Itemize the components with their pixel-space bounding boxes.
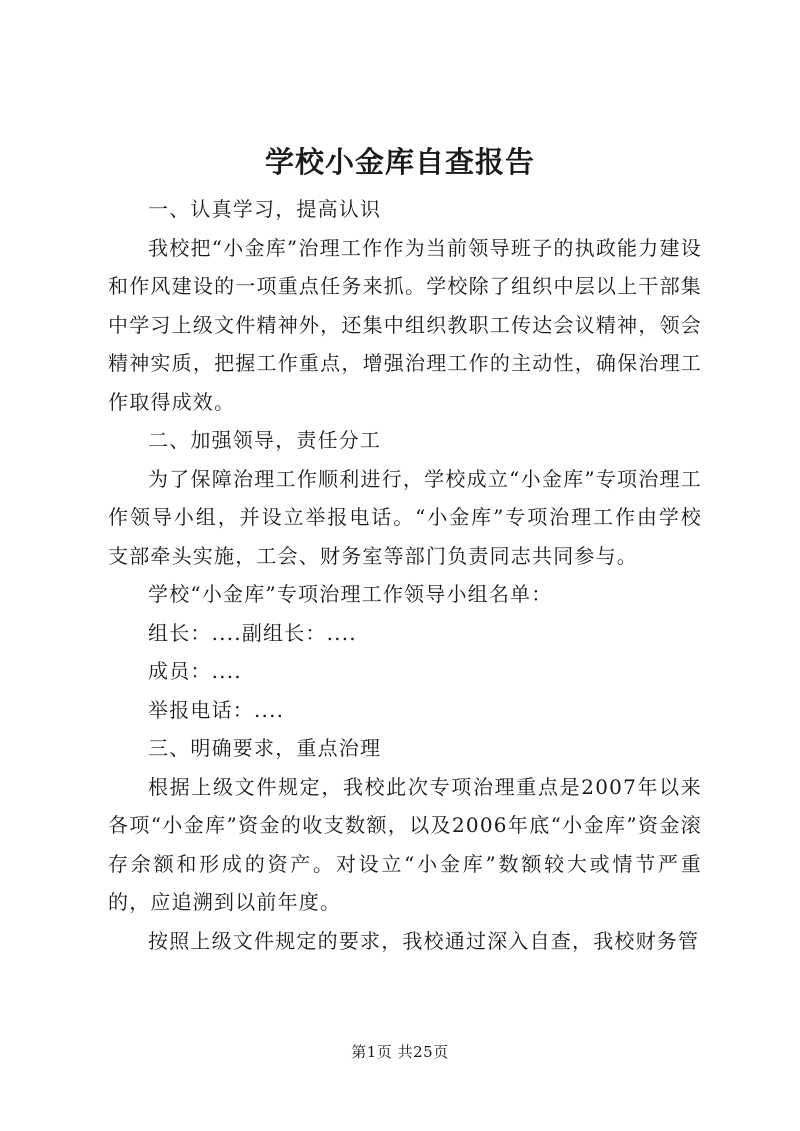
paragraph: 根据上级文件规定，我校此次专项治理重点是2007年以来各项“小金库”资金的收支数额，以及2006年底“小金库”资金滚存余额和形成的资产。对设立“小金库”数额较大或情节严重的，应追溯到以前年度。 [108, 774, 702, 914]
paragraph: 为了保障治理工作顺利进行，学校成立“小金库”专项治理工作领导小组，并设立举报电话。“小金库”专项治理工作由学校支部牵头实施，工会、财务室等部门负责同志共同参与。 [108, 466, 702, 568]
page-footer: 第1页 共25页 [351, 1043, 449, 1061]
section-heading-2: 二、加强领导，责任分工 [148, 428, 382, 452]
group-members-line: 成员：.... [148, 659, 242, 683]
group-leader-line: 组长：....副组长：.... [148, 620, 357, 645]
report-phone-line: 举报电话：.... [148, 697, 285, 722]
group-list-heading: 学校“小金库”专项治理工作领导小组名单： [148, 582, 553, 606]
paragraph: 按照上级文件规定的要求，我校通过深入自查，我校财务管 [148, 928, 700, 953]
document-title: 学校小金库自查报告 [264, 145, 535, 179]
section-heading-1: 一、认真学习，提高认识 [148, 197, 382, 221]
paragraph: 我校把“小金库”治理工作作为当前领导班子的执政能力建设和作风建设的一项重点任务来抓。学校除了组织中层以上干部集中学习上级文件精神外，还集中组织教职工传达会议精神，领会精神实质，把握工作重点，增强治理工作的主动性，确保治理工作取得成效。 [108, 235, 702, 414]
section-heading-3: 三、明确要求，重点治理 [148, 736, 382, 760]
document-body [108, 190, 702, 960]
